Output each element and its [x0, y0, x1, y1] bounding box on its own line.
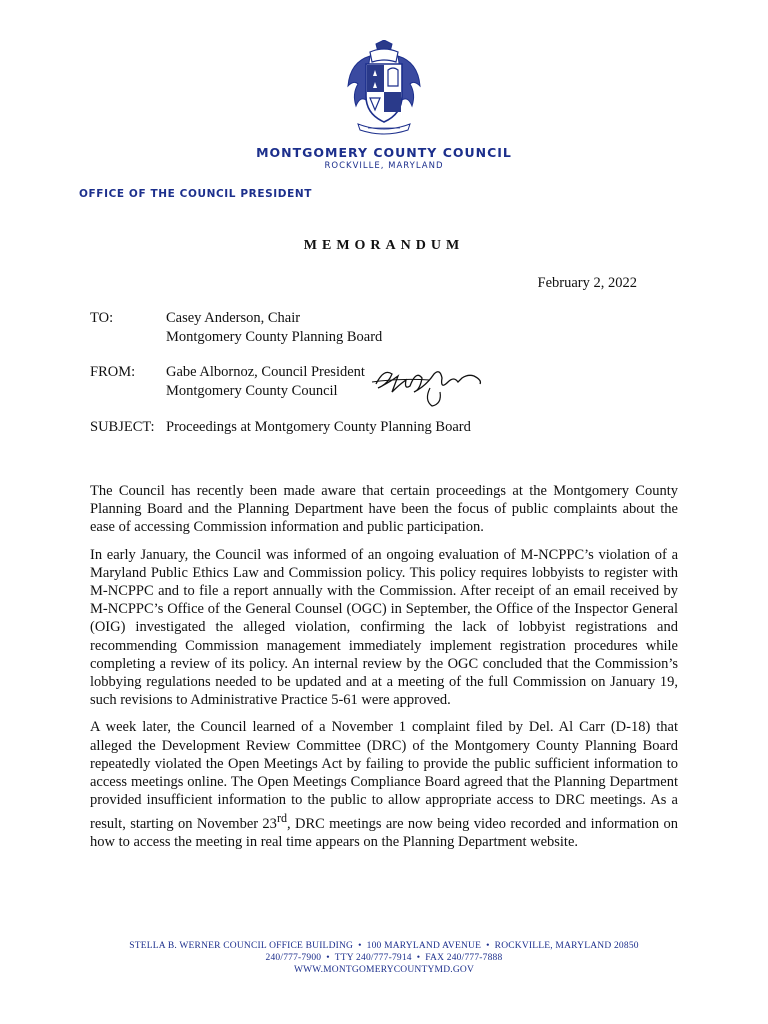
county-seal-logo [340, 40, 428, 136]
body-paragraph-1: The Council has recently been made aware that certain proceedings at the Montgomery County Planning Board and the Planning Department have been the focus of public complaints about the ease of accessing Commission information and public participation. [90, 483, 678, 536]
footer-separator: • [326, 953, 330, 963]
from-label: FROM: [90, 364, 136, 380]
footer-website-link[interactable]: WWW.MONTGOMERYCOUNTYMD.GOV [293, 965, 475, 975]
memorandum-title: MEMORANDUM [303, 238, 465, 253]
subject-text: Proceedings at Montgomery County Planning Board [166, 419, 471, 435]
footer-address-line [0, 940, 768, 952]
paragraph-3-text-start: A week later, the Council learned of a November 1 complaint filed by Del. Al Carr (D-18) that alleged the Development Review Committee (DRC) of the Montgomery County Planning Board repeatedly violated the Open Meetings Act by failing to provide the public sufficient information to access meetings online. The Open Meetings Compliance Board agreed that the Planning Department provided insufficient information to the public to allow appropriate access to DRC meetings. As a result, starting on November 23 [90, 719, 678, 833]
to-label: TO: [90, 310, 114, 326]
body-paragraph-3 [90, 718, 678, 851]
footer-phone-line [0, 952, 768, 964]
footer-street: 100 MARYLAND AVENUE [366, 941, 482, 951]
subject-label: SUBJECT: [90, 419, 155, 435]
footer-separator: • [416, 953, 421, 963]
memo-date: February 2, 2022 [537, 275, 637, 291]
council-location: ROCKVILLE, MARYLAND [324, 161, 444, 171]
footer-phone: 240/777-7900 [265, 953, 322, 963]
footer-fax: FAX 240/777-7888 [425, 953, 503, 963]
memo-body [90, 482, 678, 861]
from-sender-org: Montgomery County Council [166, 383, 338, 399]
from-sender-name: Gabe Albornoz, Council President [166, 364, 365, 380]
to-recipient-org: Montgomery County Planning Board [166, 329, 383, 345]
paragraph-3-text-end: , DRC meetings are now being video recorded and information on how to access the meeting in real time appears on the Planning Department website. [90, 816, 678, 851]
footer-city: ROCKVILLE, MARYLAND 20850 [494, 941, 639, 951]
body-paragraph-2: In early January, the Council was informed of an ongoing evaluation of M-NCPPC’s violation of a Maryland Public Ethics Law and Commission policy. This policy requires lobbyists to register with M-NCPPC and to file a report annually with the Commission. After receipt of an email received by M-NCPPC’s Office of the General Counsel (OGC) in September, the Office of the Inspector General (OIG) investigated the alleged violation, confirming the lack of lobbyist registrations and recommending Commission management immediately implement registration procedures while completing a review of its policy. An internal review by the OGC concluded that the Commission’s lobbying regulations needed to be updated and at a meeting of the full Commission on January 19, such revisions to Administrative Practice 5-61 were approved. [90, 546, 678, 709]
letterhead-footer [0, 940, 768, 976]
footer-tty: TTY 240/777-7914 [334, 953, 412, 963]
footer-separator: • [358, 941, 362, 951]
handwritten-signature [370, 362, 488, 408]
council-name: MONTGOMERY COUNTY COUNCIL [256, 145, 512, 160]
ordinal-superscript: rd [276, 811, 287, 826]
footer-separator: • [486, 941, 490, 951]
to-recipient-name: Casey Anderson, Chair [166, 310, 301, 326]
office-title: OFFICE OF THE COUNCIL PRESIDENT [79, 188, 313, 200]
footer-building: STELLA B. WERNER COUNCIL OFFICE BUILDING [129, 941, 354, 951]
